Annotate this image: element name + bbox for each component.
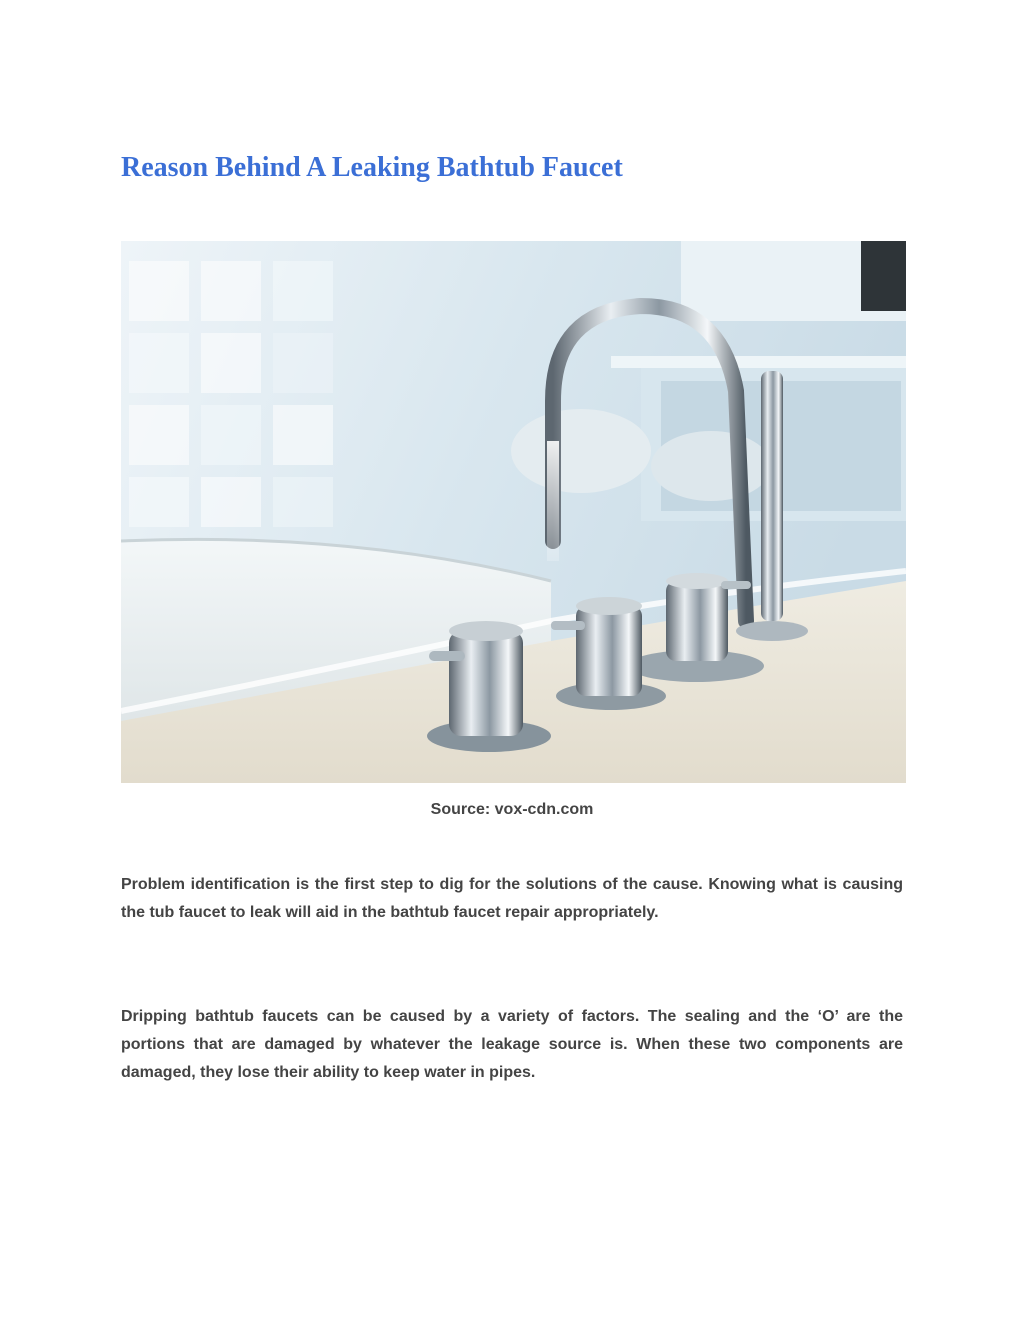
bathtub-faucet-photo [121, 241, 906, 783]
paragraph: Dripping bathtub faucets can be caused by a variety of factors. The sealing and the ‘O’ are the portions that are damaged by whatever the leakage source is. When these two components are damaged, they lose their ability to keep water in pipes. [121, 1008, 903, 1081]
image-caption: Source: vox-cdn.com [430, 801, 594, 818]
paragraph: Problem identification is the first step to dig for the solutions of the cause. Knowing what is causing the tub faucet to leak will aid in the bathtub faucet repair appropriately. [121, 876, 903, 921]
page-title: Reason Behind A Leaking Bathtub Faucet [121, 152, 623, 183]
